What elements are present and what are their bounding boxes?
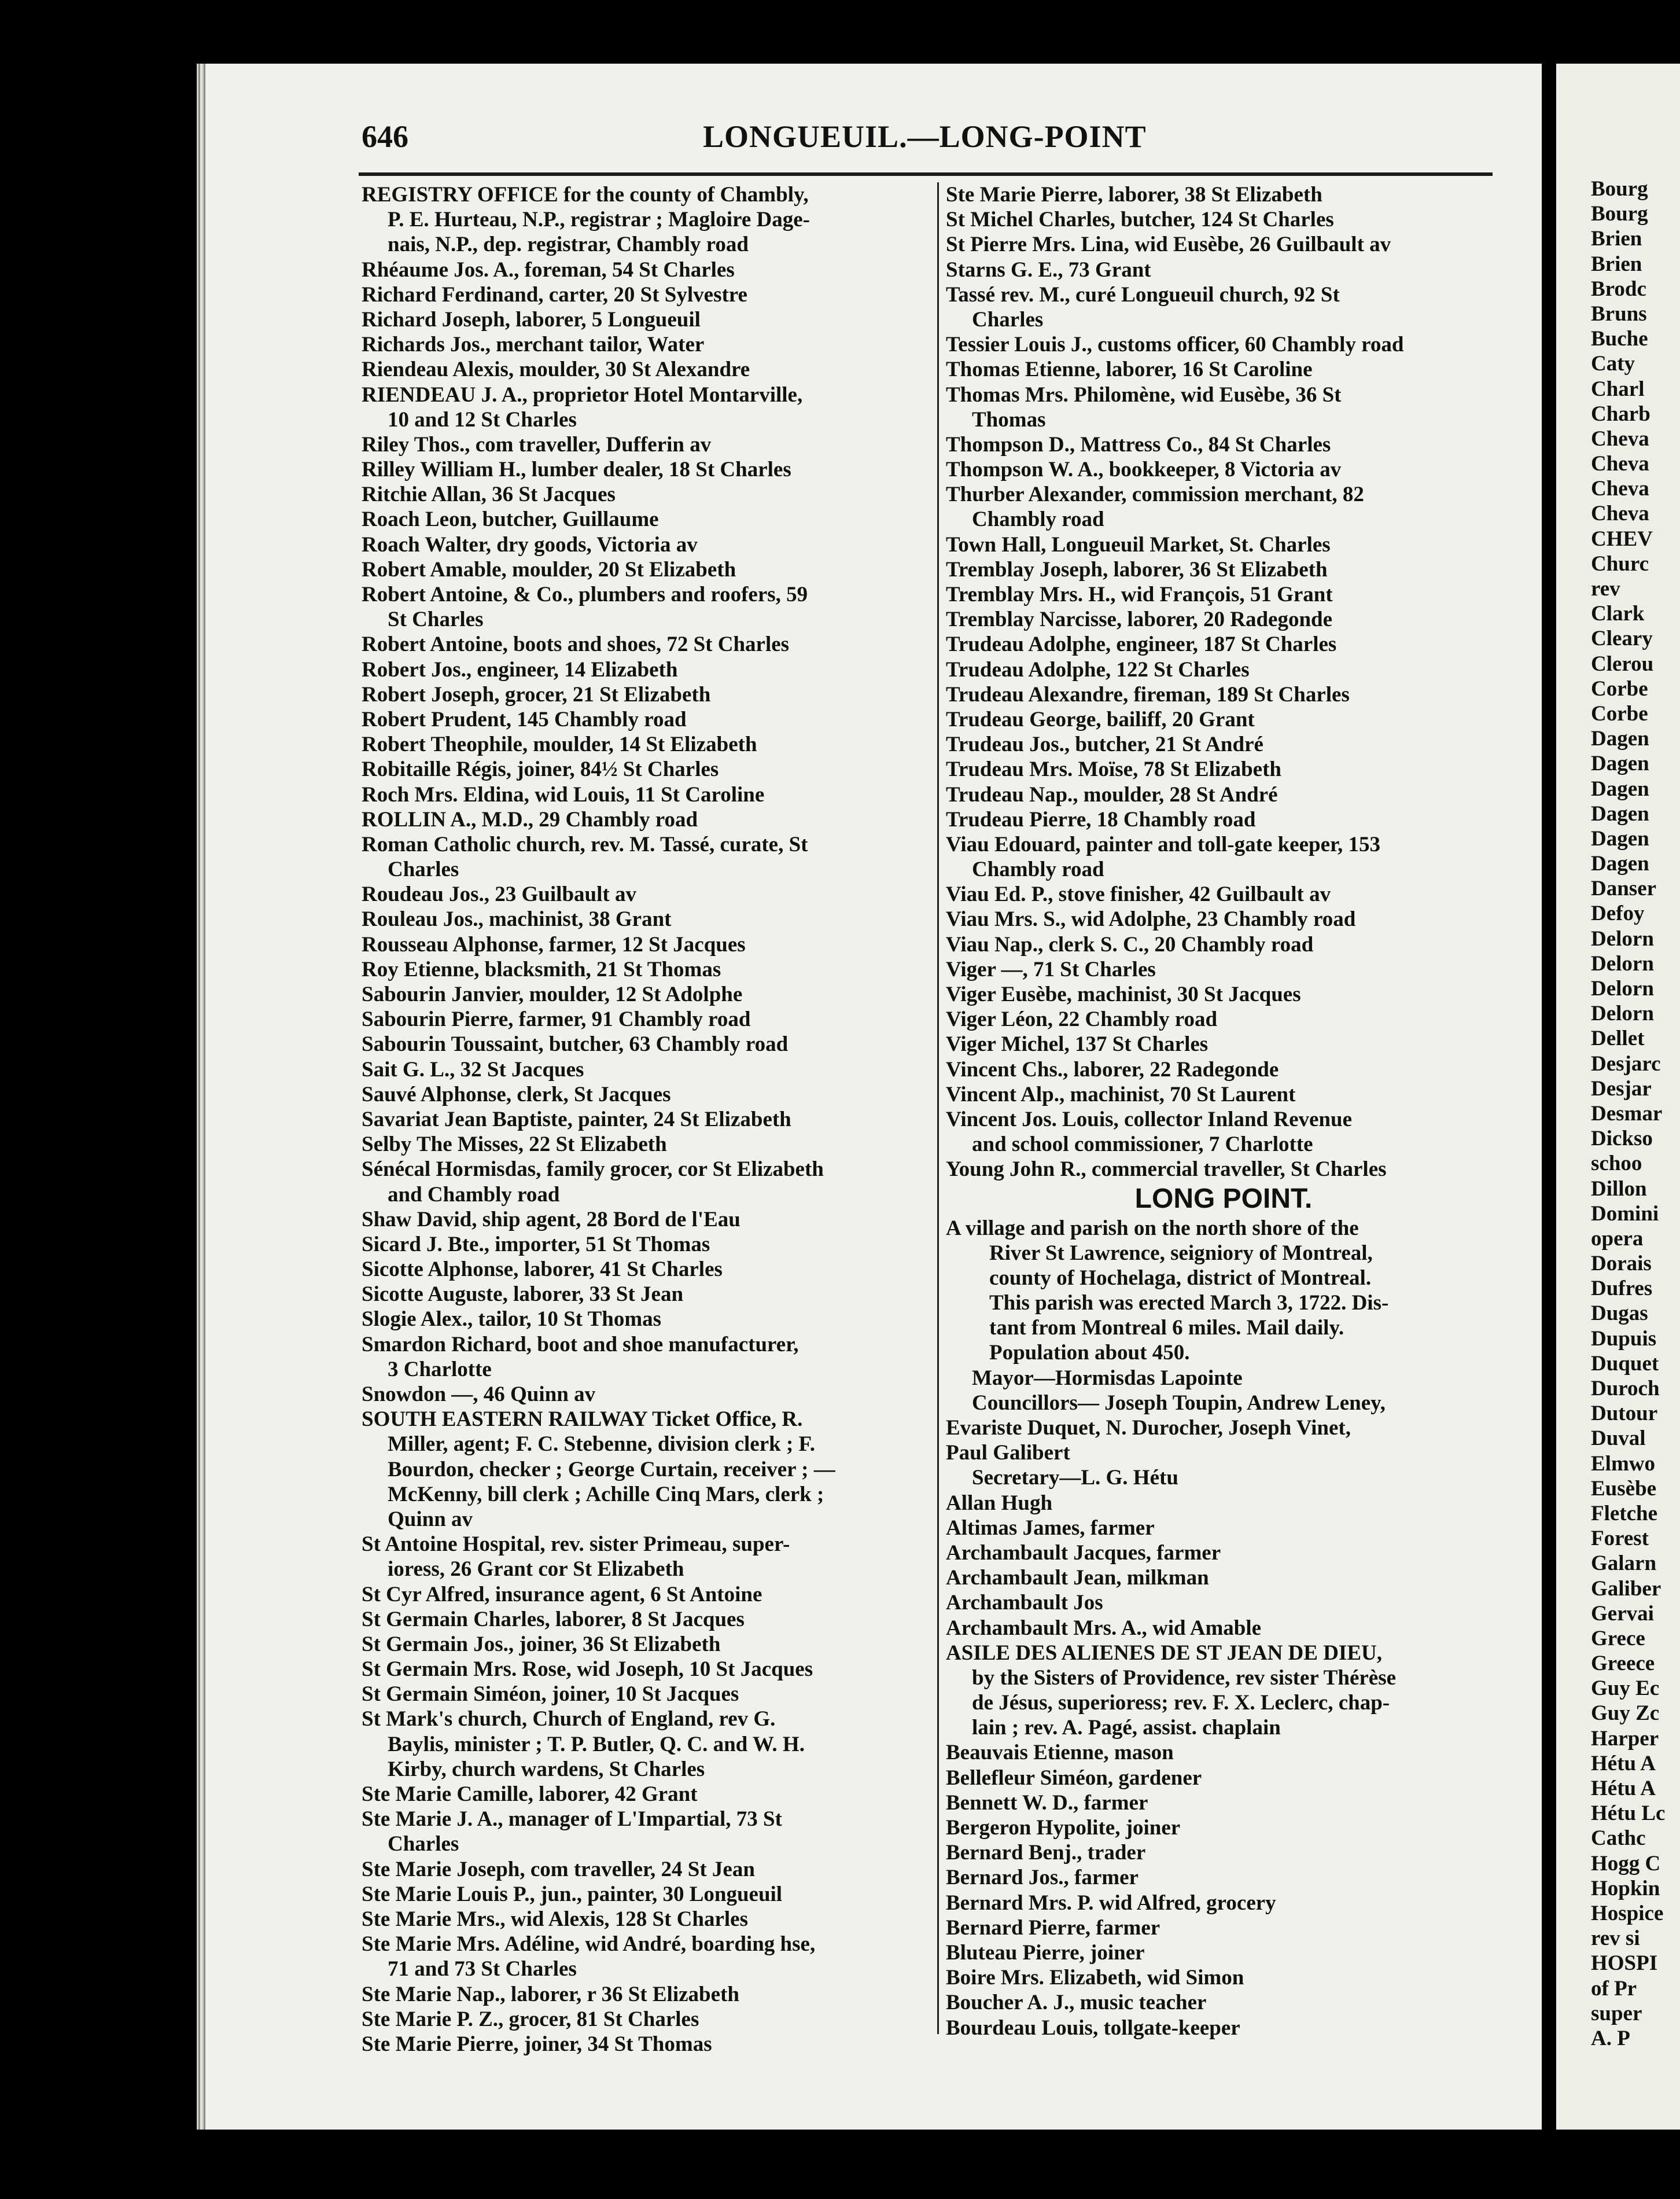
adjacent-page-fragment: Delorn — [1591, 926, 1654, 951]
adjacent-page-fragment: Galarn — [1591, 1551, 1657, 1576]
directory-entry-line: Robert Prudent, 145 Chambly road — [362, 707, 687, 731]
right-column — [946, 182, 1501, 2040]
directory-entry-line: Ste Marie P. Z., grocer, 81 St Charles — [362, 2007, 699, 2031]
page-number: 646 — [362, 119, 408, 154]
directory-entry-line: Viger Michel, 137 St Charles — [946, 1032, 1209, 1057]
adjacent-page-fragment: Hopkin — [1591, 1876, 1660, 1900]
directory-entry-line: Ste Marie Camille, laborer, 42 Grant — [362, 1782, 698, 1806]
adjacent-page-fragment: Caty — [1591, 352, 1635, 376]
adjacent-page-fragment: Cleary — [1591, 627, 1653, 651]
adjacent-page-fragment: Cheva — [1591, 477, 1649, 501]
directory-entry-line: Ste Marie Mrs., wid Alexis, 128 St Charles — [362, 1907, 748, 1931]
directory-entry-line: Allan Hugh — [946, 1491, 1053, 1515]
directory-entry-line: ioress, 26 Grant cor St Elizabeth — [388, 1557, 684, 1582]
directory-entry-line: Bennett W. D., farmer — [946, 1790, 1148, 1815]
directory-entry-line: Riendeau Alexis, moulder, 30 St Alexandre — [362, 358, 750, 382]
directory-entry-line: Quinn av — [388, 1507, 473, 1531]
adjacent-page-fragment: schoo — [1591, 1152, 1642, 1176]
adjacent-page-fragment: Gervai — [1591, 1601, 1654, 1626]
directory-entry-line: St Germain Charles, laborer, 8 St Jacques — [362, 1607, 745, 1631]
directory-entry-line: Charles — [388, 1832, 459, 1856]
directory-entry-line: St Michel Charles, butcher, 124 St Charles — [946, 208, 1334, 232]
adjacent-page-fragment: rev — [1591, 577, 1620, 601]
directory-entry-line: Secretary—L. G. Hétu — [972, 1466, 1178, 1490]
adjacent-page-fragment: Duroch — [1591, 1377, 1660, 1400]
directory-entry-line: Roudeau Jos., 23 Guilbault av — [362, 882, 636, 907]
directory-entry-line: Rousseau Alphonse, farmer, 12 St Jacques — [362, 932, 746, 957]
directory-entry-line: St Germain Siméon, joiner, 10 St Jacques — [362, 1682, 739, 1707]
adjacent-page-fragment: Cheva — [1591, 426, 1649, 451]
directory-entry-line: P. E. Hurteau, N.P., registrar ; Magloire Dage- — [388, 208, 810, 232]
directory-entry-line: Town Hall, Longueuil Market, St. Charles — [946, 532, 1331, 557]
adjacent-page-fragment: Desmar — [1591, 1101, 1663, 1126]
adjacent-page-fragment: Grece — [1591, 1626, 1645, 1650]
directory-entry-line: Viger Léon, 22 Chambly road — [946, 1007, 1218, 1032]
directory-entry-line: Roach Leon, butcher, Guillaume — [362, 508, 659, 532]
adjacent-page-fragment: HOSPI — [1591, 1951, 1658, 1976]
directory-entry-line: River St Lawrence, seigniory of Montreal, — [989, 1241, 1373, 1265]
adjacent-page-fragment: Hétu A — [1591, 1751, 1656, 1775]
adjacent-page-fragment: Harper — [1591, 1726, 1659, 1751]
adjacent-page-fragment: super — [1591, 2001, 1642, 2025]
directory-entry-line: Vincent Jos. Louis, collector Inland Revenue — [946, 1107, 1352, 1131]
directory-entry-line: This parish was erected March 3, 1722. Dis- — [989, 1291, 1389, 1315]
directory-entry-line: SOUTH EASTERN RAILWAY Ticket Office, R. — [362, 1407, 803, 1432]
directory-entry-line: Rouleau Jos., machinist, 38 Grant — [362, 907, 672, 932]
directory-entry-line: Robert Amable, moulder, 20 St Elizabeth — [362, 557, 736, 582]
directory-entry-line: St Germain Jos., joiner, 36 St Elizabeth — [362, 1632, 721, 1656]
directory-entry-line: Bergeron Hypolite, joiner — [946, 1816, 1181, 1840]
directory-entry-line: St Charles — [388, 608, 484, 632]
directory-entry-line: Trudeau Adolphe, engineer, 187 St Charles — [946, 633, 1337, 657]
directory-entry-line: Robitaille Régis, joiner, 84½ St Charles — [362, 757, 719, 782]
adjacent-page-fragment: Charl — [1591, 377, 1645, 401]
directory-entry-line: Robert Jos., engineer, 14 Elizabeth — [362, 657, 678, 682]
adjacent-page-fragment: rev si — [1591, 1926, 1640, 1951]
adjacent-page-fragment: Hétu A — [1591, 1777, 1656, 1800]
directory-entry-line: Smardon Richard, boot and shoe manufacturer, — [362, 1332, 799, 1356]
directory-entry-line: Charles — [388, 858, 459, 882]
directory-entry-line: Mayor—Hormisdas Lapointe — [972, 1366, 1243, 1390]
directory-entry-line: Slogie Alex., tailor, 10 St Thomas — [362, 1307, 662, 1332]
adjacent-page-fragment: Dugas — [1591, 1301, 1648, 1326]
directory-entry-line: Robert Joseph, grocer, 21 St Elizabeth — [362, 682, 711, 707]
directory-entry-line: Tremblay Joseph, laborer, 36 St Elizabeth — [946, 557, 1328, 582]
directory-entry-line: Ste Marie Nap., laborer, r 36 St Elizabeth — [362, 1982, 739, 2006]
directory-entry-line: RIENDEAU J. A., proprietor Hotel Montarville, — [362, 383, 803, 407]
directory-entry-line: Viger Eusèbe, machinist, 30 St Jacques — [946, 983, 1301, 1006]
directory-entry-line: Tessier Louis J., customs officer, 60 Chambly road — [946, 333, 1404, 357]
directory-entry-line: tant from Montreal 6 miles. Mail daily. — [989, 1316, 1344, 1340]
directory-entry-line: Snowdon —, 46 Quinn av — [362, 1382, 596, 1406]
adjacent-page-fragment: Churc — [1591, 551, 1649, 576]
adjacent-page-fragment: Defoy — [1591, 902, 1645, 926]
left-column — [362, 182, 920, 2057]
directory-entry-line: by the Sisters of Providence, rev sister Thérèse — [972, 1665, 1397, 1690]
directory-entry-line: 3 Charlotte — [388, 1357, 492, 1381]
directory-entry-line: Bourdeau Louis, tollgate-keeper — [946, 2016, 1240, 2040]
directory-entry-line: Viau Nap., clerk S. C., 20 Chambly road — [946, 932, 1314, 957]
directory-entry-line: nais, N.P., dep. registrar, Chambly road — [388, 233, 749, 257]
adjacent-page-fragment: Cathc — [1591, 1826, 1646, 1851]
directory-entry-line: Sicard J. Bte., importer, 51 St Thomas — [362, 1232, 710, 1256]
directory-entry-line: and Chambly road — [388, 1182, 560, 1207]
directory-entry-line: Population about 450. — [989, 1341, 1190, 1365]
directory-entry-line: Thompson W. A., bookkeeper, 8 Victoria av — [946, 458, 1342, 482]
directory-entry-line: McKenny, bill clerk ; Achille Cinq Mars, clerk ; — [388, 1482, 824, 1506]
directory-entry-line: Kirby, church wardens, St Charles — [388, 1757, 705, 1781]
directory-entry-line: Charles — [972, 307, 1044, 332]
directory-entry-line: Rilley William H., lumber dealer, 18 St Charles — [362, 458, 791, 482]
adjacent-page-fragment: opera — [1591, 1226, 1644, 1251]
directory-entry-line: Chambly road — [972, 508, 1104, 532]
directory-entry-line: Bernard Pierre, farmer — [946, 1915, 1160, 1940]
directory-entry-line: de Jésus, superioress; rev. F. X. Leclerc, chap- — [972, 1691, 1390, 1715]
adjacent-page-fragment: Dagen — [1591, 727, 1649, 751]
adjacent-page-fragment: Fletche — [1591, 1501, 1658, 1525]
directory-entry-line: Ste Marie Pierre, joiner, 34 St Thomas — [362, 2032, 712, 2056]
directory-entry-line: Thomas Etienne, laborer, 16 St Caroline — [946, 358, 1313, 382]
adjacent-page-fragment: Dufres — [1591, 1277, 1653, 1301]
adjacent-page-fragment: Bourg — [1591, 177, 1648, 201]
directory-entry-line: 10 and 12 St Charles — [388, 407, 577, 432]
directory-entry-line: Starns G. E., 73 Grant — [946, 258, 1151, 282]
directory-entry-line: Ritchie Allan, 36 St Jacques — [362, 483, 616, 507]
directory-entry-line: Thompson D., Mattress Co., 84 St Charles — [946, 432, 1331, 457]
directory-entry-line: Roach Walter, dry goods, Victoria av — [362, 532, 698, 557]
adjacent-page-fragment: of Pr — [1591, 1976, 1637, 2001]
adjacent-page-fragment: Forest — [1591, 1527, 1649, 1551]
directory-entry-line: Richard Joseph, laborer, 5 Longueuil — [362, 307, 701, 332]
directory-entry-line: Savariat Jean Baptiste, painter, 24 St Elizabeth — [362, 1107, 791, 1131]
directory-entry-line: Sabourin Janvier, moulder, 12 St Adolphe — [362, 983, 743, 1006]
header-rule — [359, 172, 1493, 176]
adjacent-page-fragment: Dupuis — [1591, 1326, 1657, 1351]
directory-entry-line: Young John R., commercial traveller, St Charles — [946, 1157, 1387, 1182]
directory-entry-line: St Mark's church, Church of England, rev G. — [362, 1707, 776, 1731]
adjacent-page-fragment: Brodc — [1591, 277, 1646, 301]
directory-entry-line: Shaw David, ship agent, 28 Bord de l'Eau — [362, 1207, 740, 1231]
adjacent-page-fragment: Hogg C — [1591, 1851, 1661, 1876]
directory-entry-line: 71 and 73 St Charles — [388, 1957, 577, 1981]
directory-entry-line: Archambault Jacques, farmer — [946, 1540, 1221, 1565]
directory-entry-line: Evariste Duquet, N. Durocher, Joseph Vinet, — [946, 1416, 1351, 1440]
directory-entry-line: REGISTRY OFFICE for the county of Chambly, — [362, 183, 809, 207]
adjacent-page-fragment: Corbe — [1591, 701, 1648, 726]
adjacent-page-fragment: Galiber — [1591, 1576, 1661, 1601]
adjacent-page-fragment: Dutour — [1591, 1402, 1658, 1426]
adjacent-page-fragment: Dagen — [1591, 826, 1649, 851]
directory-entry-line: St Cyr Alfred, insurance agent, 6 St Antoine — [362, 1582, 762, 1606]
adjacent-page-fragment: Guy Ec — [1591, 1676, 1660, 1701]
adjacent-page-fragment: Hétu Lc — [1591, 1801, 1666, 1826]
adjacent-page-fragment: Dillon — [1591, 1176, 1647, 1201]
adjacent-page-fragment: CHEV — [1591, 527, 1653, 551]
adjacent-page-fragment: Dorais — [1591, 1252, 1652, 1276]
adjacent-page-fragment: Clerou — [1591, 652, 1654, 676]
directory-entry-line: Bernard Jos., farmer — [946, 1866, 1139, 1890]
directory-entry-line: Trudeau Alexandre, fireman, 189 St Charles — [946, 682, 1350, 707]
directory-entry-line: Robert Theophile, moulder, 14 St Elizabeth — [362, 733, 757, 757]
adjacent-page-fragment: Bourg — [1591, 202, 1648, 226]
directory-entry-line: Sabourin Pierre, farmer, 91 Chambly road — [362, 1007, 751, 1032]
directory-entry-line: Trudeau Pierre, 18 Chambly road — [946, 807, 1256, 832]
adjacent-page-fragment: Eusèbe — [1591, 1476, 1657, 1501]
adjacent-page-fragment: Dagen — [1591, 777, 1649, 801]
directory-entry-line: St Antoine Hospital, rev. sister Primeau, super- — [362, 1532, 790, 1557]
directory-entry-line: Ste Marie Louis P., jun., painter, 30 Longueuil — [362, 1882, 783, 1906]
section-heading: LONG POINT. — [1134, 1183, 1313, 1214]
directory-entry-line: Paul Galibert — [946, 1441, 1070, 1465]
adjacent-page-fragment: Guy Zc — [1591, 1701, 1660, 1726]
adjacent-page-fragment: Delorn — [1591, 1002, 1654, 1026]
adjacent-page-fragment: Hospice — [1591, 1901, 1664, 1925]
adjacent-page-fragment: Charb — [1591, 402, 1650, 426]
directory-entry-line: St Pierre Mrs. Lina, wid Eusèbe, 26 Guilbault av — [946, 233, 1391, 257]
directory-entry-line: Archambault Jos — [946, 1591, 1103, 1615]
directory-entry-line: Ste Marie Mrs. Adéline, wid André, boarding hse, — [362, 1932, 816, 1957]
adjacent-page-fragment: Dagen — [1591, 752, 1649, 776]
adjacent-page-fragment: Buche — [1591, 327, 1648, 351]
directory-entry-line: Roman Catholic church, rev. M. Tassé, curate, St — [362, 832, 808, 856]
directory-entry-line: Selby The Misses, 22 St Elizabeth — [362, 1132, 667, 1157]
adjacent-page-fragment: Greece — [1591, 1652, 1655, 1676]
directory-entry-line: Trudeau Jos., butcher, 21 St André — [946, 733, 1263, 757]
directory-entry-line: and school commissioner, 7 Charlotte — [972, 1132, 1313, 1157]
adjacent-page-fragment: Duval — [1591, 1426, 1646, 1451]
directory-entry-line: Viau Edouard, painter and toll-gate keeper, 153 — [946, 832, 1381, 856]
directory-entry-line: Ste Marie Joseph, com traveller, 24 St Jean — [362, 1857, 755, 1881]
directory-entry-line: Sicotte Auguste, laborer, 33 St Jean — [362, 1282, 684, 1307]
directory-entry-line: ASILE DES ALIENES DE ST JEAN DE DIEU, — [946, 1641, 1382, 1665]
directory-entry-line: Baylis, minister ; T. P. Butler, Q. C. and W. H. — [388, 1732, 805, 1756]
adjacent-page-fragment: Brien — [1591, 252, 1642, 276]
adjacent-page-fragment: Duquet — [1591, 1351, 1659, 1376]
directory-entry-line: Sauvé Alphonse, clerk, St Jacques — [362, 1082, 671, 1106]
directory-entry-line: Tremblay Narcisse, laborer, 20 Radegonde — [946, 608, 1333, 632]
adjacent-page-fragment: Corbe — [1591, 676, 1648, 701]
directory-entry-line: Riley Thos., com traveller, Dufferin av — [362, 432, 712, 457]
adjacent-page — [1556, 64, 1680, 2130]
directory-entry-line: Vincent Chs., laborer, 22 Radegonde — [946, 1057, 1279, 1082]
adjacent-page-fragment: Dagen — [1591, 852, 1649, 876]
directory-entry-line: Sait G. L., 32 St Jacques — [362, 1057, 584, 1082]
directory-entry-line: Roy Etienne, blacksmith, 21 St Thomas — [362, 957, 721, 981]
directory-entry-line: Bernard Mrs. P. wid Alfred, grocery — [946, 1891, 1276, 1915]
directory-entry-line: Vincent Alp., machinist, 70 St Laurent — [946, 1082, 1296, 1106]
directory-entry-line: Richards Jos., merchant tailor, Water — [362, 333, 705, 357]
directory-entry-line: Councillors— Joseph Toupin, Andrew Leney, — [972, 1391, 1386, 1415]
adjacent-page-fragment: Cheva — [1591, 452, 1649, 476]
adjacent-page-fragment: Desjar — [1591, 1076, 1652, 1101]
directory-entry-line: Thomas Mrs. Philomène, wid Eusèbe, 36 St — [946, 383, 1342, 407]
directory-entry-line: St Germain Mrs. Rose, wid Joseph, 10 St Jacques — [362, 1657, 813, 1682]
directory-entry-line: Robert Antoine, & Co., plumbers and roofers, 59 — [362, 583, 808, 606]
directory-entry-line: Robert Antoine, boots and shoes, 72 St Charles — [362, 633, 790, 657]
adjacent-page-fragment: Cheva — [1591, 502, 1649, 526]
adjacent-page-fragment: Delorn — [1591, 977, 1654, 1001]
column-divider — [937, 182, 939, 2034]
directory-entry-line: A village and parish on the north shore of the — [946, 1216, 1359, 1240]
adjacent-page-fragment: A. P — [1591, 2026, 1630, 2050]
directory-entry-line: Bluteau Pierre, joiner — [946, 1940, 1145, 1965]
directory-entry-line: Trudeau Mrs. Moïse, 78 St Elizabeth — [946, 757, 1281, 782]
directory-entry-line: Sénécal Hormisdas, family grocer, cor St Elizabeth — [362, 1157, 824, 1182]
directory-entry-line: Tremblay Mrs. H., wid François, 51 Grant — [946, 583, 1333, 606]
directory-entry-line: Viau Mrs. S., wid Adolphe, 23 Chambly road — [946, 907, 1356, 932]
directory-entry-line: Archambault Mrs. A., wid Amable — [946, 1616, 1262, 1640]
adjacent-page-fragment: Danser — [1591, 877, 1657, 901]
directory-entry-line: Richard Ferdinand, carter, 20 St Sylvestre — [362, 282, 747, 307]
directory-entry-line: Trudeau George, bailiff, 20 Grant — [946, 707, 1255, 731]
running-head: LONGUEUIL.—LONG-POINT — [703, 119, 1147, 154]
directory-entry-line: Beauvais Etienne, mason — [946, 1741, 1174, 1765]
adjacent-page-fragment: Dickso — [1591, 1127, 1653, 1151]
adjacent-page-fragment: Clark — [1591, 602, 1645, 626]
adjacent-page-fragment: Elmwo — [1591, 1451, 1655, 1476]
directory-entry-line: Trudeau Adolphe, 122 St Charles — [946, 657, 1250, 682]
directory-entry-line: Boire Mrs. Elizabeth, wid Simon — [946, 1966, 1244, 1990]
directory-entry-line: county of Hochelaga, district of Montreal. — [989, 1266, 1372, 1290]
adjacent-page-fragment: Desjarc — [1591, 1051, 1661, 1076]
directory-entry-line: Viger —, 71 St Charles — [946, 957, 1156, 981]
adjacent-page-fragment: Dagen — [1591, 801, 1649, 826]
directory-entry-line: Sicotte Alphonse, laborer, 41 St Charles — [362, 1257, 723, 1282]
directory-entry-line: Bellefleur Siméon, gardener — [946, 1766, 1202, 1790]
directory-entry-line: Ste Marie J. A., manager of L'Impartial, 73 St — [362, 1807, 782, 1832]
directory-entry-line: Ste Marie Pierre, laborer, 38 St Elizabeth — [946, 183, 1322, 207]
directory-entry-line: Thomas — [972, 407, 1046, 432]
directory-entry-line: Viau Ed. P., stove finisher, 42 Guilbault av — [946, 882, 1331, 907]
adjacent-page-fragment: Brien — [1591, 227, 1642, 251]
directory-entry-line: Sabourin Toussaint, butcher, 63 Chambly road — [362, 1032, 789, 1057]
directory-entry-line: Roch Mrs. Eldina, wid Louis, 11 St Caroline — [362, 782, 765, 807]
directory-entry-line: Altimas James, farmer — [946, 1516, 1155, 1540]
directory-entry-line: Boucher A. J., music teacher — [946, 1991, 1207, 2015]
directory-entry-line: Bernard Benj., trader — [946, 1841, 1146, 1865]
directory-entry-line: Trudeau Nap., moulder, 28 St André — [946, 782, 1278, 807]
directory-entry-line: lain ; rev. A. Pagé, assist. chaplain — [972, 1716, 1281, 1740]
adjacent-page-fragment: Dellet — [1591, 1027, 1645, 1051]
adjacent-page-fragment: Delorn — [1591, 951, 1654, 976]
directory-entry-line: Rhéaume Jos. A., foreman, 54 St Charles — [362, 258, 735, 282]
directory-entry-line: Bourdon, checker ; George Curtain, receiver ; — — [388, 1457, 835, 1481]
adjacent-page-fragment: Bruns — [1591, 301, 1647, 326]
directory-entry-line: Thurber Alexander, commission merchant, 82 — [946, 483, 1364, 507]
directory-entry-line: Tassé rev. M., curé Longueuil church, 92 St — [946, 282, 1340, 307]
adjacent-page-fragment: Domini — [1591, 1201, 1659, 1226]
directory-entry-line: Archambault Jean, milkman — [946, 1566, 1209, 1590]
directory-entry-line: Chambly road — [972, 858, 1104, 882]
directory-entry-line: ROLLIN A., M.D., 29 Chambly road — [362, 807, 698, 832]
directory-entry-line: Miller, agent; F. C. Stebenne, division clerk ; F. — [388, 1432, 815, 1457]
